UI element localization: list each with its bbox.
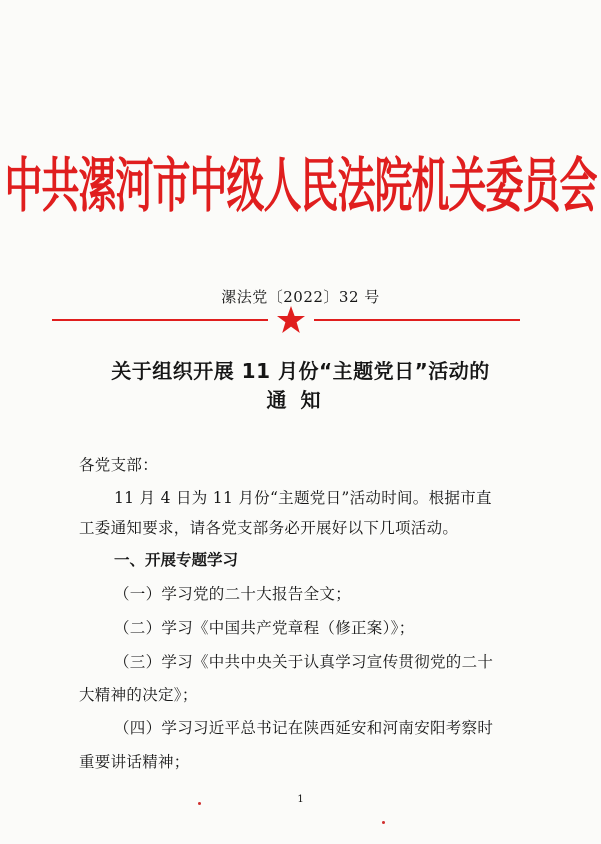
list-item-continuation: 重要讲话精神； xyxy=(79,753,190,771)
list-item: （四）学习习近平总书记在陕西延安和河南安阳考察时 xyxy=(114,719,494,737)
page-number: 1 xyxy=(297,794,304,805)
print-speck xyxy=(198,802,201,805)
list-item: （二）学习《中国共产党章程（修正案）》； xyxy=(114,619,415,637)
notice-title-line1: 关于组织开展 11 月份“主题党日”活动的 xyxy=(111,359,490,383)
intro-paragraph-line1: 11 月 4 日为 11 月份“主题党日”活动时间。根据市直 xyxy=(114,489,492,507)
red-star-icon xyxy=(276,305,306,335)
document-number: 漯法党〔2022〕32 号 xyxy=(221,288,380,306)
print-speck xyxy=(382,821,385,824)
intro-paragraph-line2: 工委通知要求，请各党支部务必开展好以下几项活动。 xyxy=(79,519,459,537)
list-item: （三）学习《中共中央关于认真学习宣传贯彻党的二十 xyxy=(114,653,494,671)
red-rule-right xyxy=(314,319,520,321)
list-item-continuation: 大精神的决定》； xyxy=(79,686,198,704)
red-rule-left xyxy=(52,319,268,321)
notice-title-line2: 通知 xyxy=(266,388,335,412)
salutation: 各党支部： xyxy=(79,456,159,474)
red-header-org-title: 中共漯河市中级人民法院机关委员会 xyxy=(4,150,597,221)
list-item: （一）学习党的二十大报告全文； xyxy=(114,585,352,603)
section-heading: 一、开展专题学习 xyxy=(114,551,239,569)
